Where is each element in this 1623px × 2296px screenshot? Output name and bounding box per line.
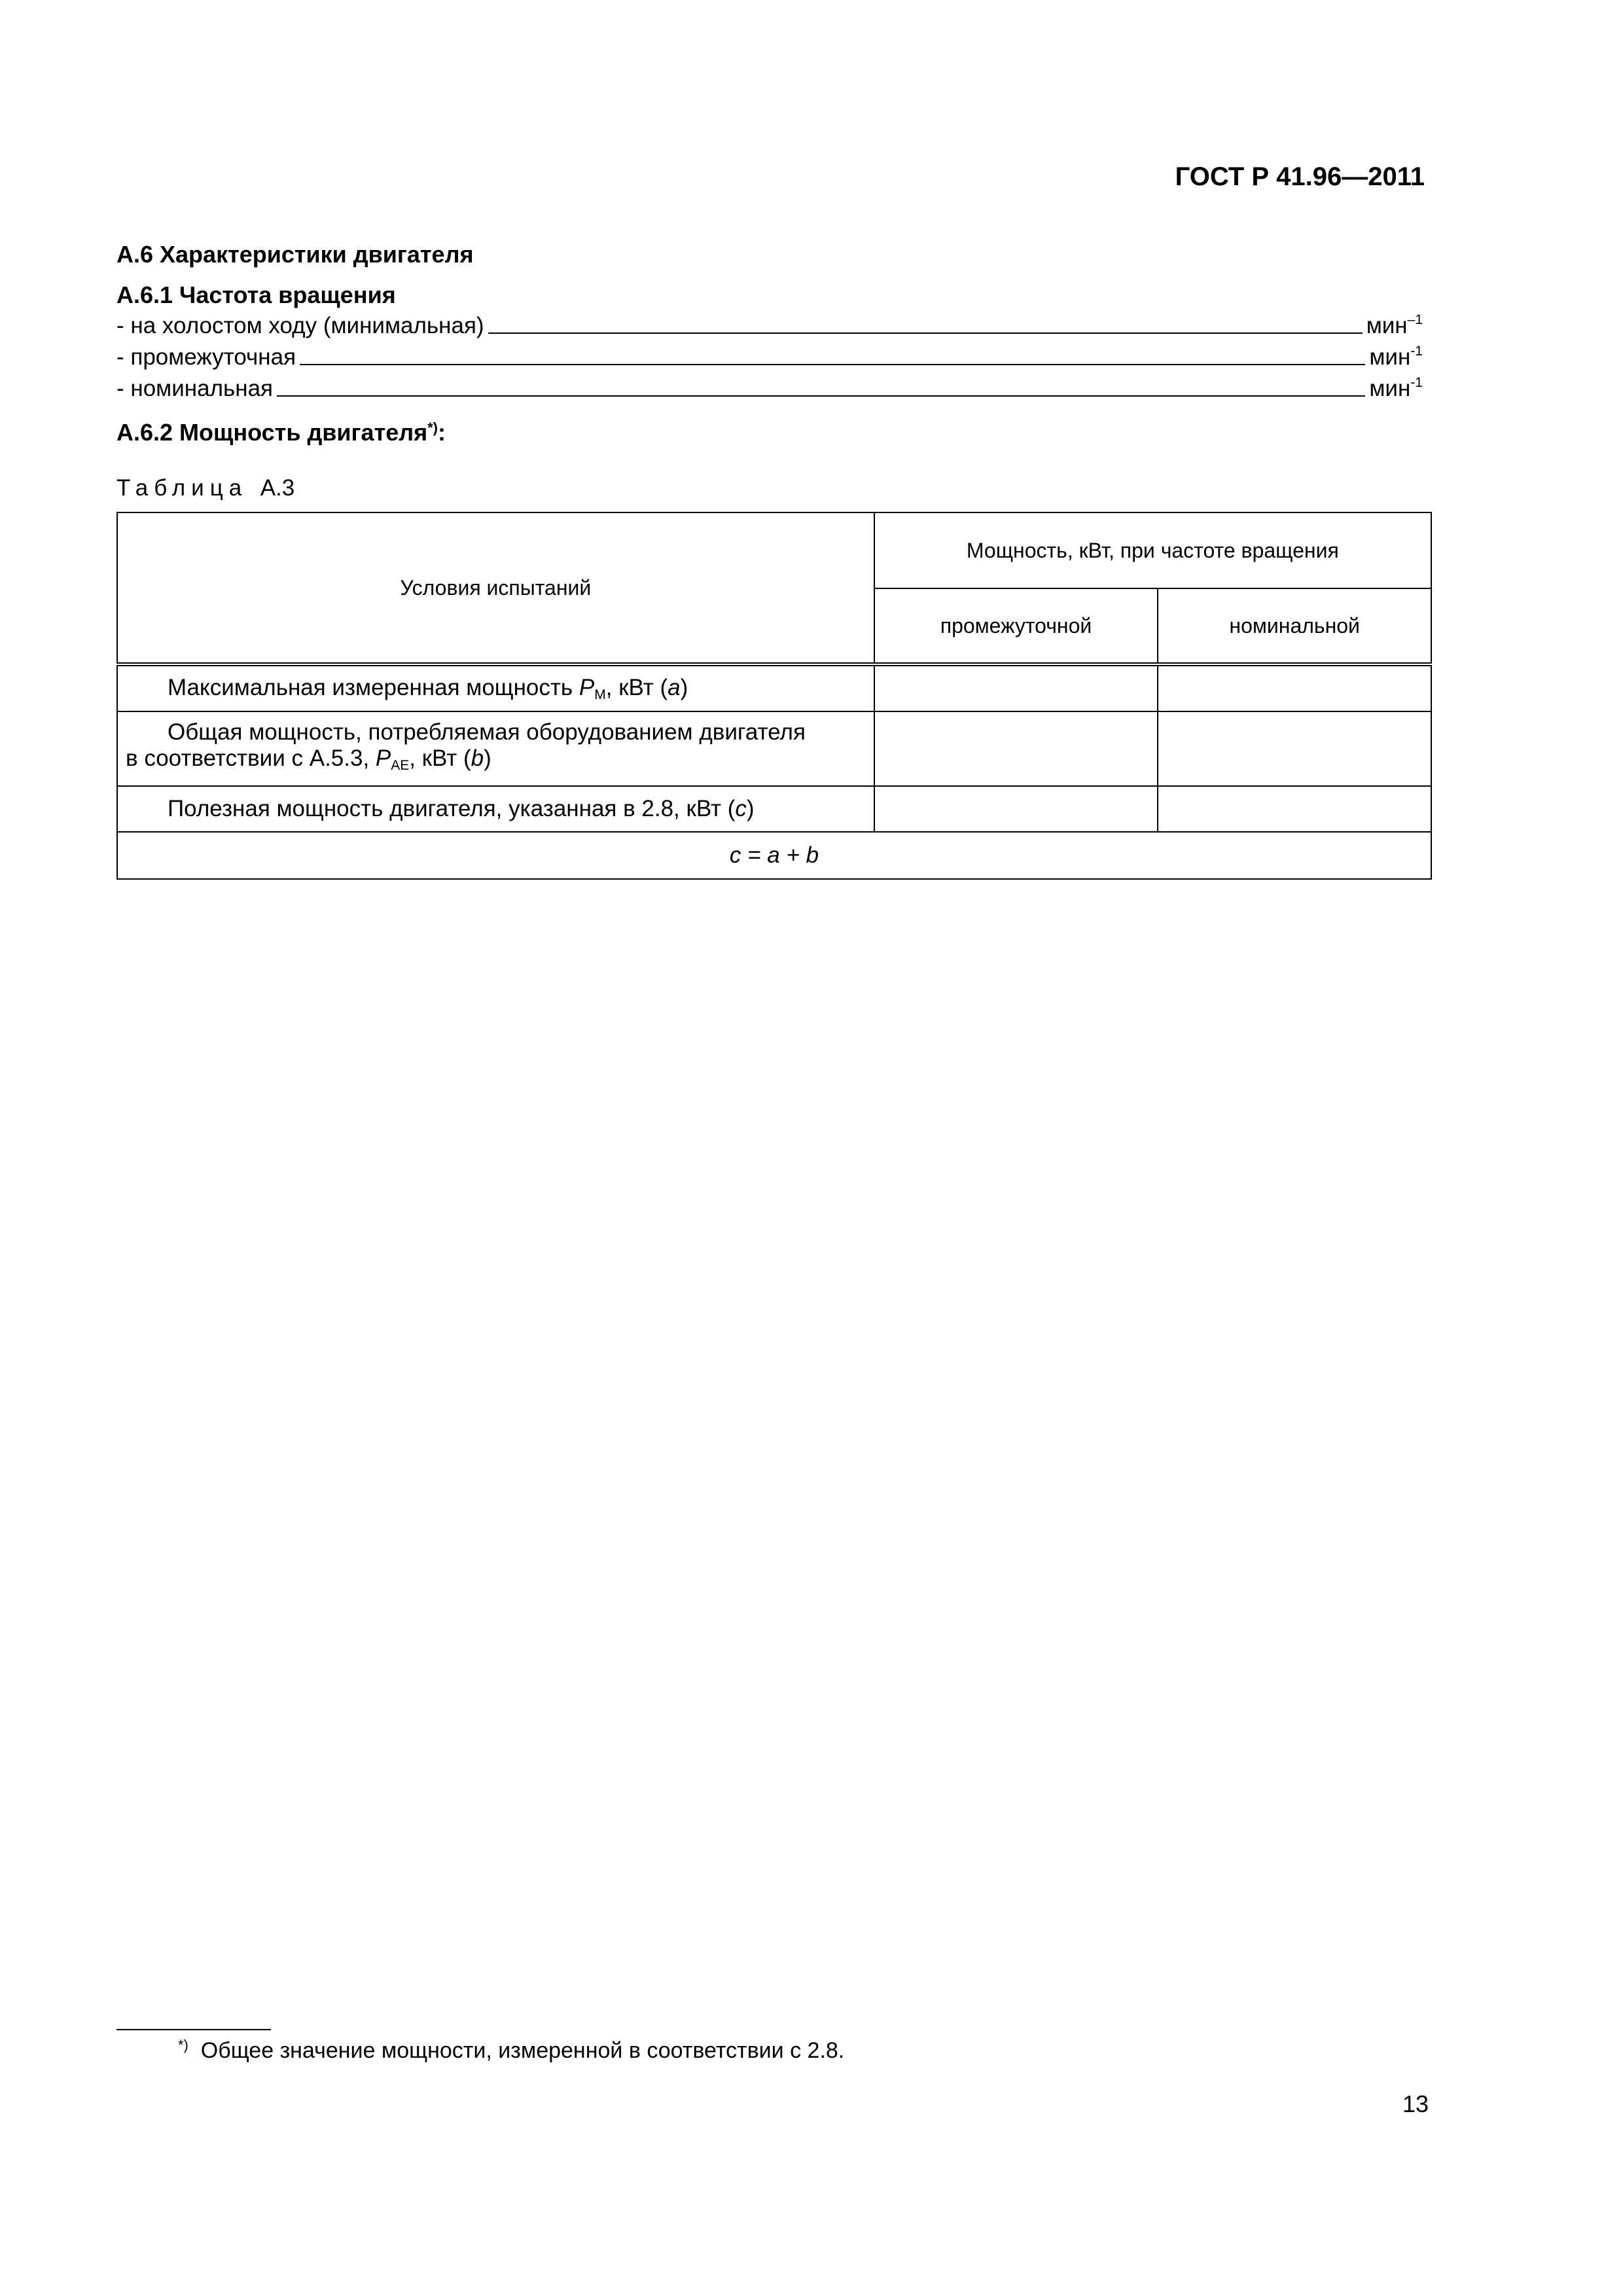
rpm-nominal-unit: мин$^{-1}$ [1369,375,1423,401]
section-a61-title: А.6.1 Частота вращения [116,281,396,308]
rpm-intermediate-blank-line [300,364,1365,365]
row-max-measured-power: Максимальная измеренная мощность $P_M$, кВт (a) [117,664,874,711]
cell-max-power-intermediate [874,664,1158,711]
cell-net-power-intermediate [874,786,1158,832]
rpm-nominal-blank-line [277,395,1365,397]
rpm-idle-unit: мин$^{-1}$ [1366,312,1423,338]
rpm-idle-label: - на холостом ходу (минимальная) [116,313,484,338]
footnote-text: Общее значение мощности, измеренной в соответствии с 2.8. [200,2038,845,2063]
row-equipment-power: Общая мощность, потребляемая оборудованием двигателя в соответствии с А.5.3, $P_{AE}$, кВт (b) [117,711,874,786]
rpm-intermediate-row [116,340,1423,370]
footnote [178,2037,844,2064]
rpm-idle-row [116,309,1423,339]
standard-code: ГОСТ Р 41.96—2011 [1175,162,1425,191]
table-caption: Таблица А.3 [116,475,295,501]
cell-equipment-power-nominal [1158,711,1431,786]
header-test-conditions: Условия испытаний [117,512,874,664]
rpm-nominal-label: - номинальная [116,376,273,401]
cell-equipment-power-intermediate [874,711,1158,786]
row-net-engine-power: Полезная мощность двигателя, указанная в 2.8, кВт (c) [117,786,874,832]
footnote-separator [116,2029,271,2030]
header-nominal: номинальной [1158,588,1431,664]
header-power-at-speed: Мощность, кВт, при частоте вращения [874,512,1431,588]
section-a62-title: А.6.2 Мощность двигателя*): [116,419,446,446]
engine-power-table [116,512,1432,880]
header-intermediate: промежуточной [874,588,1158,664]
rpm-nominal-row [116,372,1423,402]
cell-net-power-nominal [1158,786,1431,832]
rpm-intermediate-unit: мин$^{-1}$ [1369,344,1423,370]
cell-max-power-nominal [1158,664,1431,711]
section-a6-title: А.6 Характеристики двигателя [116,241,474,268]
rpm-intermediate-label: - промежуточная [116,344,296,370]
formula-row: c = a + b [117,832,1431,879]
rpm-idle-blank-line [488,332,1363,334]
footnote-mark: *) [178,2037,188,2053]
page-number: 13 [1402,2090,1429,2117]
